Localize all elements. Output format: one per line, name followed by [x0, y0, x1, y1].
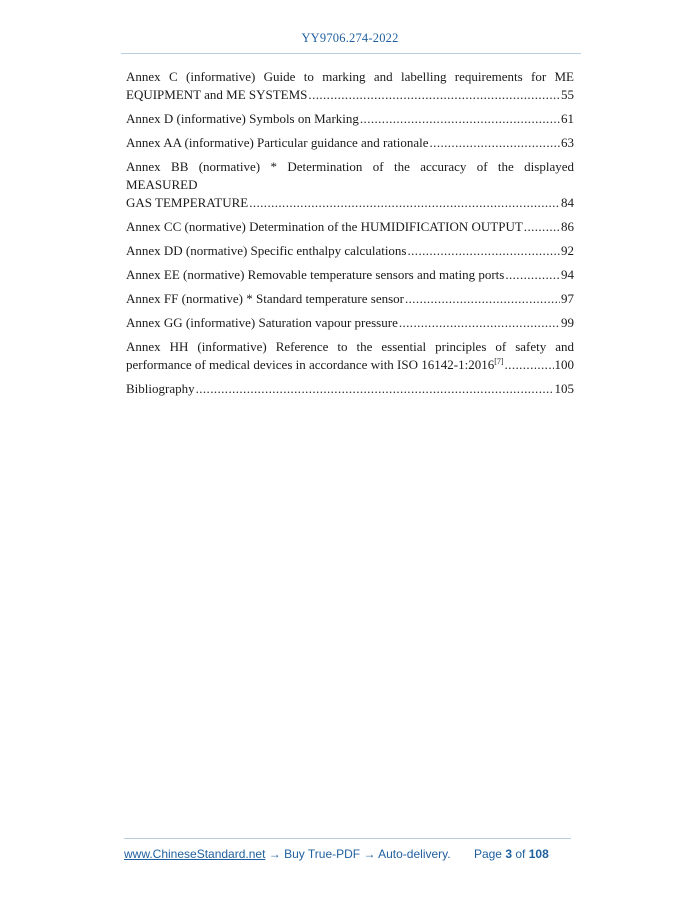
toc-entry-text-line: Annex C (informative) Guide to marking and labelling requirements for ME — [126, 69, 574, 84]
dot-leader — [249, 194, 560, 212]
toc-entry-annex-hh[interactable] — [126, 338, 574, 374]
toc-entry-text-line: Annex CC (normative) Determination of the HUMIDIFICATION OUTPUT — [126, 219, 523, 234]
toc-entry-text-line: Bibliography — [126, 381, 195, 396]
toc-entry-text-line: GAS TEMPERATURE — [126, 195, 249, 210]
toc-entry-text-line: Annex AA (informative) Particular guidance and rationale — [126, 135, 429, 150]
page-indicator — [474, 847, 549, 861]
toc-page-number: 94 — [561, 267, 574, 282]
table-of-contents — [126, 68, 574, 404]
toc-page-number: 61 — [561, 111, 574, 126]
toc-entry-text-line: Annex GG (informative) Saturation vapour pressure — [126, 315, 398, 330]
toc-page-number: 86 — [561, 219, 574, 234]
toc-entry-annex-aa[interactable] — [126, 134, 574, 152]
toc-page-number: 105 — [554, 381, 574, 396]
dot-leader — [405, 290, 560, 308]
toc-page-number: 92 — [561, 243, 574, 258]
footer-divider — [124, 838, 571, 839]
toc-entry-text-line: Annex BB (normative) * Determination of the accuracy of the displayed MEASURED — [126, 159, 574, 192]
toc-entry-text-line: Annex FF (normative) * Standard temperature sensor — [126, 291, 404, 306]
toc-page-number: 97 — [561, 291, 574, 306]
dot-leader — [505, 266, 560, 284]
document-header-title: YY9706.274-2022 — [301, 31, 399, 45]
toc-entry-annex-ff[interactable] — [126, 290, 574, 308]
toc-entry-text-line: Annex HH (informative) Reference to the essential principles of safety and — [126, 339, 574, 354]
toc-page-number: 55 — [561, 87, 574, 102]
toc-page-number: 99 — [561, 315, 574, 330]
dot-leader — [308, 86, 560, 104]
toc-entry-text-line: Annex DD (normative) Specific enthalpy calculations — [126, 243, 407, 258]
toc-page-number: 100 — [554, 357, 574, 372]
toc-entry-annex-bb[interactable] — [126, 158, 574, 212]
dot-leader — [399, 314, 560, 332]
toc-page-number: 63 — [561, 135, 574, 150]
reference-superscript: [7] — [494, 357, 504, 366]
toc-entry-text-line: performance of medical devices in accordance with ISO 16142-1:2016 — [126, 357, 495, 372]
header-divider — [121, 53, 581, 54]
current-page-number: 3 — [505, 847, 513, 861]
footer-tagline: → Buy True-PDF → Auto-delivery. — [268, 847, 451, 861]
toc-entry-annex-c[interactable] — [126, 68, 574, 104]
dot-leader — [505, 356, 554, 374]
toc-page-number: 84 — [561, 195, 574, 210]
toc-entry-text-line: Annex EE (normative) Removable temperature sensors and mating ports — [126, 267, 505, 282]
toc-entry-annex-dd[interactable] — [126, 242, 574, 260]
toc-entry-annex-d[interactable] — [126, 110, 574, 128]
toc-entry-annex-cc[interactable] — [126, 218, 574, 236]
toc-entry-text-line: Annex D (informative) Symbols on Marking — [126, 111, 359, 126]
dot-leader — [360, 110, 560, 128]
toc-entry-annex-ee[interactable] — [126, 266, 574, 284]
dot-leader — [196, 380, 554, 398]
dot-leader — [408, 242, 561, 260]
toc-entry-annex-gg[interactable] — [126, 314, 574, 332]
dot-leader — [524, 218, 560, 236]
page-label: Page — [473, 847, 502, 861]
toc-entry-bibliography[interactable] — [126, 380, 574, 398]
of-label: of — [515, 847, 526, 861]
page-footer — [124, 847, 571, 861]
total-pages: 108 — [528, 847, 549, 861]
website-link[interactable]: www.ChineseStandard.net — [124, 847, 266, 861]
dot-leader — [430, 134, 560, 152]
toc-entry-text-line: EQUIPMENT and ME SYSTEMS — [126, 87, 308, 102]
